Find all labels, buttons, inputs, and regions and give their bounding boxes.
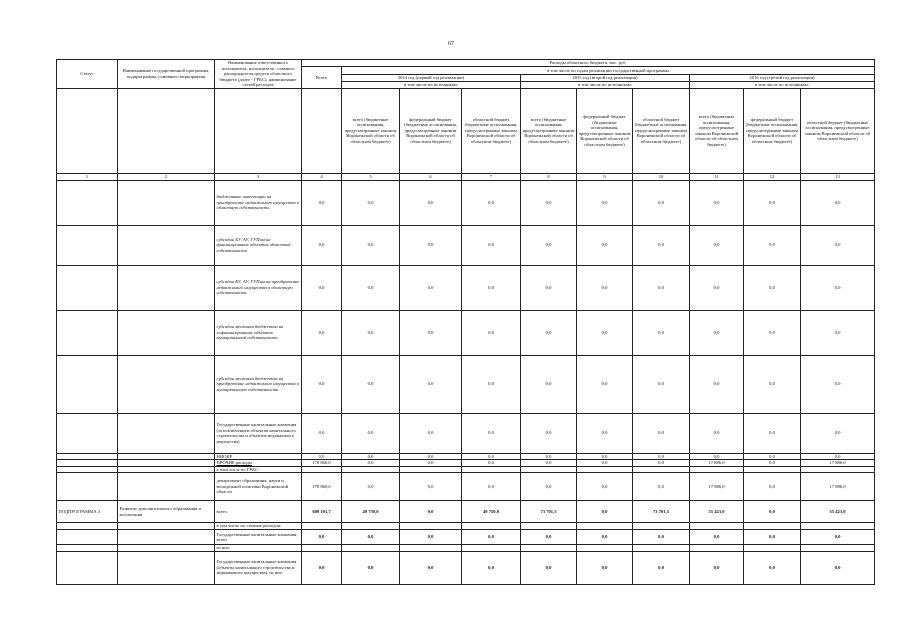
value-cell: [690, 523, 744, 530]
value-cell: 0,0: [521, 551, 577, 584]
value-cell: 0,0: [744, 453, 801, 460]
value-cell: 0,0: [690, 530, 744, 545]
value-cell: [801, 523, 875, 530]
header-col-reg: областной бюджет (бюджетные ассигнования, предусмотренные законом Воронежской области об областном бюджете): [801, 88, 875, 173]
row-label: Государственные капитальные вложения, всего: [215, 530, 302, 545]
header-total: Всего: [302, 67, 342, 89]
row-label: из них:: [215, 545, 302, 552]
value-cell: 0,0: [302, 225, 342, 265]
value-cell: 0,0: [801, 355, 875, 413]
header-col-fed: федеральный бюджет (бюджетные ассигнования, предусмотренные законом Воронежской области об областном бюджете): [400, 88, 462, 173]
value-cell: 0,0: [462, 265, 521, 310]
value-cell: 0,0: [400, 413, 462, 453]
value-cell: 0,0: [342, 473, 400, 501]
value-cell: [577, 523, 633, 530]
table-row: [57, 530, 875, 545]
header-year-2014: 2014 год (первый год реализации): [342, 74, 521, 81]
row-label: в том числе по статьям расходов:: [215, 523, 302, 530]
value-cell: 0,0: [744, 530, 801, 545]
row-label: субсидии местным бюджетам на приобретение недвижимого имущества в муниципальную собственность: [215, 355, 302, 413]
header-col-fed: федеральный бюджет (бюджетные ассигнования, предусмотренные законом Воронежской области об областном бюджете): [744, 88, 801, 173]
value-cell: 0,0: [744, 551, 801, 584]
value-cell: 0,0: [400, 530, 462, 545]
row-status: [57, 551, 118, 584]
table-row: [57, 551, 875, 584]
value-cell: 0,0: [400, 310, 462, 355]
value-cell: 0,0: [577, 413, 633, 453]
value-cell: 0,0: [342, 225, 400, 265]
value-cell: 0,0: [342, 310, 400, 355]
value-cell: 0,0: [521, 460, 577, 467]
row-label: Государственные капитальные вложения (объекты капитального строительства и недвижимого имущества), из них:: [215, 551, 302, 584]
table-row: [57, 413, 875, 453]
value-cell: 0,0: [302, 180, 342, 225]
value-cell: 0,0: [400, 355, 462, 413]
header-by-sources-2014: в том числе по источникам:: [342, 81, 521, 88]
value-cell: 680 101,7: [302, 501, 342, 523]
row-label: субсидии местным бюджетам на софинансирование объектов муниципальной собственности: [215, 310, 302, 355]
value-cell: 0,0: [342, 355, 400, 413]
table-row: [57, 265, 875, 310]
header-by-sources-2015: в том числе по источникам:: [521, 81, 690, 88]
budget-table: [56, 59, 875, 585]
value-cell: 0,0: [521, 413, 577, 453]
table-row: [57, 225, 875, 265]
value-cell: 0,0: [521, 265, 577, 310]
value-cell: 0,0: [633, 473, 690, 501]
value-cell: 0,0: [801, 310, 875, 355]
value-cell: [302, 523, 342, 530]
value-cell: 0,0: [521, 473, 577, 501]
value-cell: 0,0: [521, 225, 577, 265]
header-by-years: в том числе по годам реализации государственной программы: [342, 67, 875, 75]
value-cell: 0,0: [690, 265, 744, 310]
value-cell: 0,0: [302, 551, 342, 584]
value-cell: 0,0: [744, 355, 801, 413]
value-cell: 55 423,0: [801, 501, 875, 523]
value-cell: 0,0: [577, 310, 633, 355]
column-number: 9: [577, 173, 633, 180]
table-row: [57, 355, 875, 413]
value-cell: 0,0: [577, 551, 633, 584]
row-program-name: Развитие дополнительного образования и воспитания: [118, 501, 215, 523]
table-row: [57, 180, 875, 225]
value-cell: 0,0: [302, 530, 342, 545]
value-cell: 178 860,0: [302, 460, 342, 467]
value-cell: 0,0: [801, 551, 875, 584]
value-cell: 0,0: [577, 501, 633, 523]
column-number: 11: [690, 173, 744, 180]
column-number: 8: [521, 173, 577, 180]
value-cell: 0,0: [342, 180, 400, 225]
value-cell: 0,0: [633, 180, 690, 225]
value-cell: 0,0: [400, 551, 462, 584]
value-cell: 0,0: [302, 355, 342, 413]
value-cell: 0,0: [690, 551, 744, 584]
value-cell: 0,0: [744, 501, 801, 523]
value-cell: 73 701,5: [521, 501, 577, 523]
value-cell: 0,0: [633, 453, 690, 460]
value-cell: 49 750,0: [342, 501, 400, 523]
value-cell: 0,0: [744, 265, 801, 310]
value-cell: 0,0: [577, 265, 633, 310]
header-executor: Наименование ответственного исполнителя, исполнителя - главного распорядителя средств областного бюджета (далее - ГРБС), наименование статей расходов: [215, 60, 302, 89]
row-label: субсидии БУ, АУ, ГУПам на финансирование объектов областной собственности: [215, 225, 302, 265]
column-number-row: [57, 173, 875, 180]
row-label: департамент образования, науки и молодежной политики Воронежской области: [215, 473, 302, 501]
value-cell: 0,0: [302, 310, 342, 355]
value-cell: 0,0: [801, 453, 875, 460]
row-label: бюджетные инвестиции на приобретение недвижимого имущества в областную собственность: [215, 180, 302, 225]
value-cell: 0,0: [462, 551, 521, 584]
value-cell: 73 701,5: [633, 501, 690, 523]
value-cell: 0,0: [633, 265, 690, 310]
value-cell: 0,0: [521, 310, 577, 355]
value-cell: 0,0: [342, 453, 400, 460]
header-col-all: всего (бюджетные ассигнования, предусмотренные законом Воронежской области об областном бюджете): [521, 88, 577, 173]
value-cell: 178 860,0: [302, 473, 342, 501]
value-cell: 17 886,0: [690, 473, 744, 501]
header-col-reg: областной бюджет (бюджетные ассигнования, предусмотренные законом Воронежской области об областном бюджете): [633, 88, 690, 173]
value-cell: 0,0: [577, 453, 633, 460]
value-cell: 0,0: [744, 225, 801, 265]
column-number: 10: [633, 173, 690, 180]
value-cell: 0,0: [521, 530, 577, 545]
column-number: 1: [57, 173, 118, 180]
header-col-reg: областной бюджет (бюджетные ассигнования, предусмотренные законом Воронежской области об областном бюджете): [462, 88, 521, 173]
table-row: [57, 310, 875, 355]
table-row: [57, 523, 875, 530]
header-col-all: всего (бюджетные ассигнования, предусмотренные законом Воронежской области об областном бюджете): [690, 88, 744, 173]
row-label: субсидии БУ, АУ, ГУПам на приобретение недвижимого имущества в областную собственность: [215, 265, 302, 310]
value-cell: 0,0: [462, 413, 521, 453]
value-cell: 0,0: [633, 355, 690, 413]
value-cell: 0,0: [462, 473, 521, 501]
value-cell: 0,0: [462, 530, 521, 545]
value-cell: 0,0: [462, 453, 521, 460]
header-by-sources-2016: в том числе по источникам:: [690, 81, 875, 88]
column-number: 7: [462, 173, 521, 180]
value-cell: 0,0: [342, 265, 400, 310]
value-cell: 0,0: [342, 530, 400, 545]
row-program-name: [118, 523, 215, 530]
header-expenses-title: Расходы областного бюджета, тыс. руб.: [302, 60, 875, 67]
value-cell: 0,0: [521, 355, 577, 413]
row-status: [57, 310, 118, 355]
value-cell: 0,0: [633, 460, 690, 467]
value-cell: 0,0: [744, 180, 801, 225]
header-col-fed: федеральный бюджет (бюджетные ассигнования, предусмотренные законом Воронежской области об областном бюджете): [577, 88, 633, 173]
value-cell: 0,0: [690, 310, 744, 355]
column-number: 3: [215, 173, 302, 180]
row-status: [57, 523, 118, 530]
row-label: ПРОЧИЕ расходы: [215, 460, 302, 467]
value-cell: 0,0: [400, 473, 462, 501]
value-cell: 0,0: [690, 180, 744, 225]
value-cell: 0,0: [577, 225, 633, 265]
value-cell: 0,0: [577, 530, 633, 545]
table-row: [57, 473, 875, 501]
value-cell: 0,0: [744, 310, 801, 355]
value-cell: 0,0: [400, 225, 462, 265]
value-cell: 0,0: [577, 460, 633, 467]
column-number: 12: [744, 173, 801, 180]
value-cell: 0,0: [302, 453, 342, 460]
row-status: ПОДПРОГРАММА 3: [57, 501, 118, 523]
header-col-all: всего (бюджетные ассигнования, предусмотренные законом Воронежской области об областном бюджете): [342, 88, 400, 173]
column-number: 4: [302, 173, 342, 180]
value-cell: 0,0: [633, 530, 690, 545]
row-program-name: [118, 180, 215, 225]
value-cell: 0,0: [690, 355, 744, 413]
row-program-name: [118, 225, 215, 265]
value-cell: 0,0: [462, 460, 521, 467]
row-status: [57, 413, 118, 453]
value-cell: 0,0: [744, 460, 801, 467]
value-cell: 0,0: [400, 180, 462, 225]
value-cell: 0,0: [633, 413, 690, 453]
value-cell: 0,0: [521, 453, 577, 460]
value-cell: 0,0: [633, 551, 690, 584]
value-cell: 0,0: [801, 413, 875, 453]
row-status: [57, 473, 118, 501]
column-number: 2: [118, 173, 215, 180]
value-cell: 0,0: [801, 530, 875, 545]
row-status: [57, 355, 118, 413]
value-cell: 0,0: [400, 501, 462, 523]
value-cell: 0,0: [302, 265, 342, 310]
column-number: 6: [400, 173, 462, 180]
value-cell: 0,0: [400, 460, 462, 467]
value-cell: 0,0: [690, 413, 744, 453]
value-cell: 0,0: [400, 453, 462, 460]
row-label: НИОКР: [215, 453, 302, 460]
value-cell: 0,0: [801, 265, 875, 310]
column-number: 5: [342, 173, 400, 180]
header-year-2016: 2016 год (третий год реализации): [690, 74, 875, 81]
value-cell: 0,0: [400, 265, 462, 310]
row-program-name: [118, 473, 215, 501]
value-cell: 0,0: [462, 355, 521, 413]
value-cell: [521, 523, 577, 530]
value-cell: 0,0: [744, 413, 801, 453]
value-cell: 0,0: [577, 473, 633, 501]
value-cell: 0,0: [633, 225, 690, 265]
row-status: [57, 530, 118, 545]
table-row: [57, 501, 875, 523]
row-label: Государственные капитальные вложения (за исключением объектов капитального строительства и объектов недвижимого имущества): [215, 413, 302, 453]
row-program-name: [118, 530, 215, 545]
value-cell: 17 886,0: [801, 473, 875, 501]
value-cell: 0,0: [462, 225, 521, 265]
value-cell: 0,0: [690, 225, 744, 265]
value-cell: 0,0: [801, 225, 875, 265]
value-cell: 0,0: [521, 180, 577, 225]
value-cell: 0,0: [342, 460, 400, 467]
column-number: 13: [801, 173, 875, 180]
value-cell: 17 886,0: [690, 460, 744, 467]
row-program-name: [118, 265, 215, 310]
value-cell: [633, 523, 690, 530]
header-year-2015: 2015 год (второй год реализации): [521, 74, 690, 81]
value-cell: 0,0: [462, 180, 521, 225]
value-cell: [342, 523, 400, 530]
row-program-name: [118, 413, 215, 453]
row-status: [57, 265, 118, 310]
row-label: всего: [215, 501, 302, 523]
value-cell: [744, 523, 801, 530]
page-number: 67: [448, 41, 454, 47]
value-cell: 0,0: [633, 310, 690, 355]
row-label: в том числе по ГРБС:: [215, 466, 302, 473]
value-cell: [462, 523, 521, 530]
header-status: Статус: [57, 60, 118, 89]
value-cell: 0,0: [342, 413, 400, 453]
row-program-name: [118, 355, 215, 413]
value-cell: 0,0: [462, 310, 521, 355]
value-cell: 0,0: [744, 473, 801, 501]
header-program-name: Наименование государственной программы, подпрограммы, основного мероприятия: [118, 60, 215, 89]
row-program-name: [118, 551, 215, 584]
value-cell: 0,0: [342, 551, 400, 584]
value-cell: 17 886,0: [801, 460, 875, 467]
value-cell: 0,0: [801, 180, 875, 225]
row-status: [57, 180, 118, 225]
row-status: [57, 225, 118, 265]
value-cell: 49 750,0: [462, 501, 521, 523]
value-cell: 0,0: [302, 413, 342, 453]
value-cell: [400, 523, 462, 530]
value-cell: 0,0: [690, 453, 744, 460]
value-cell: 0,0: [577, 355, 633, 413]
value-cell: 55 423,0: [690, 501, 744, 523]
value-cell: 0,0: [577, 180, 633, 225]
row-program-name: [118, 310, 215, 355]
